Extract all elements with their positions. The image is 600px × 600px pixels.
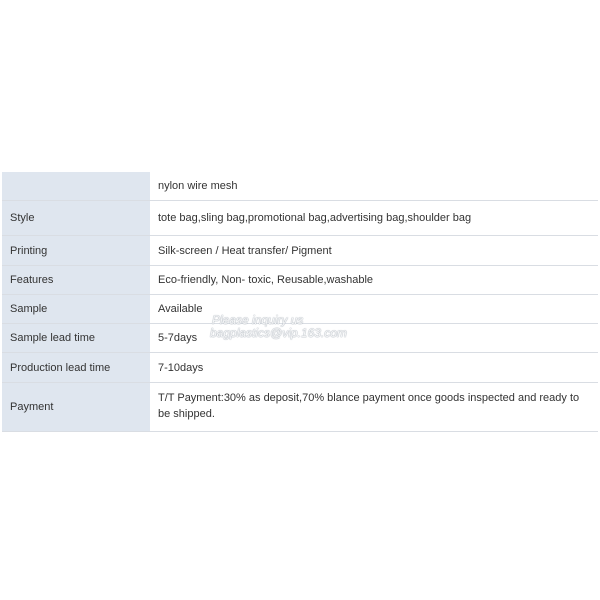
spec-value-material: nylon wire mesh <box>150 172 598 201</box>
spec-value-sample-lead-time: 5-7days <box>150 324 598 353</box>
table-row <box>2 383 598 432</box>
product-spec-table <box>2 172 598 432</box>
spec-label: Printing <box>2 236 150 266</box>
table-row <box>2 172 598 201</box>
spec-label: Features <box>2 266 150 295</box>
watermark-email-text: bagplastics@vip.163.com <box>210 326 347 340</box>
spec-label: Sample lead time <box>2 324 150 353</box>
spec-value-sample: Available <box>150 295 598 324</box>
table-row <box>2 324 598 353</box>
spec-value-style: tote bag,sling bag,promotional bag,advertising bag,shoulder bag <box>150 201 598 236</box>
table-row <box>2 353 598 383</box>
spec-label: Production lead time <box>2 353 150 383</box>
table-row <box>2 236 598 266</box>
spec-label: Style <box>2 201 150 236</box>
spec-value-payment: T/T Payment:30% as deposit,70% blance payment once goods inspected and ready to be shipped. <box>150 383 598 432</box>
table-row <box>2 201 598 236</box>
watermark-inquiry-text: Please inquiry us <box>212 313 304 327</box>
spec-label: Payment <box>2 383 150 432</box>
spec-value-features: Eco-friendly, Non- toxic, Reusable,washable <box>150 266 598 295</box>
spec-value-printing: Silk-screen / Heat transfer/ Pigment <box>150 236 598 266</box>
table-row <box>2 295 598 324</box>
spec-label <box>2 172 150 201</box>
table-row <box>2 266 598 295</box>
spec-value-production-lead-time: 7-10days <box>150 353 598 383</box>
spec-label: Sample <box>2 295 150 324</box>
